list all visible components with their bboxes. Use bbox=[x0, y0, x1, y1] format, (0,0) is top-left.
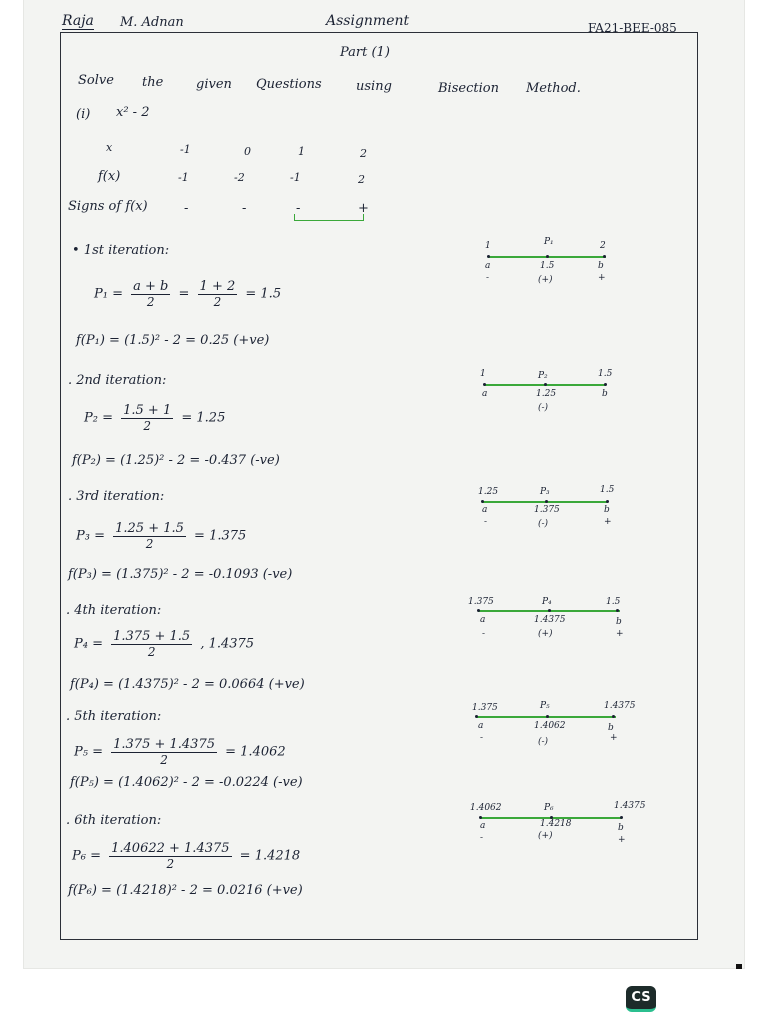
diagram-a-value: 1.375 bbox=[468, 597, 494, 607]
diagram-b-value: 1.4375 bbox=[604, 701, 636, 711]
iteration-heading: . 4th iteration: bbox=[66, 603, 162, 618]
diagram-p-value: 1.5 bbox=[540, 261, 555, 271]
iteration-function-value: f(P₂) = (1.25)² - 2 = -0.437 (-ve) bbox=[72, 453, 280, 468]
diagram-sign-b: + bbox=[604, 517, 612, 527]
diagram-p-label: P₃ bbox=[540, 487, 550, 497]
diagram-sign-p: (-) bbox=[538, 737, 549, 747]
diagram-b-label: b bbox=[616, 617, 622, 627]
diagram-a-value: 1.25 bbox=[478, 487, 499, 497]
diagram-sign-b: + bbox=[616, 629, 624, 639]
diagram-a-label: a bbox=[480, 615, 486, 625]
diagram-b-label: b bbox=[602, 389, 608, 399]
table-sign-label: Signs of f(x) bbox=[68, 199, 148, 214]
intro-word-7: Method. bbox=[526, 81, 581, 96]
diagram-a-label: a bbox=[480, 821, 486, 831]
diagram-b-label: b bbox=[598, 261, 604, 271]
diagram-a-value: 1 bbox=[480, 369, 486, 379]
iteration-heading: . 5th iteration: bbox=[66, 709, 162, 724]
diagram-sign-b: + bbox=[610, 733, 618, 743]
diagram-b-label: b bbox=[608, 723, 614, 733]
endpoint-dot bbox=[475, 715, 478, 718]
iteration-formula: P₅ = $\frac{1.375 + 1.4375}{2}$ = 1.4062 bbox=[74, 737, 286, 767]
intro-word-2: the bbox=[142, 75, 164, 90]
endpoint-dot bbox=[483, 383, 486, 386]
midpoint-dot bbox=[546, 255, 549, 258]
intro-word-1: Solve bbox=[78, 73, 114, 88]
intro-word-4: Questions bbox=[256, 77, 322, 92]
diagram-b-value: 1.4375 bbox=[614, 801, 646, 811]
iteration-formula: P₁ = $\frac{a + b}{2}$ = $\frac{1 + 2}{2}$ = 1.5 bbox=[94, 279, 282, 309]
endpoint-dot bbox=[604, 383, 607, 386]
diagram-sign-a: - bbox=[484, 517, 488, 527]
sign-change-bracket bbox=[294, 214, 364, 221]
diagram-p-label: P₄ bbox=[542, 597, 552, 607]
endpoint-dot bbox=[487, 255, 490, 258]
diagram-sign-p: (+) bbox=[538, 275, 553, 285]
iteration-formula: P₄ = $\frac{1.375 + 1.5}{2}$ , 1.4375 bbox=[74, 629, 255, 659]
table-sign-value: - bbox=[296, 201, 301, 216]
endpoint-dot bbox=[477, 609, 480, 612]
scan-corner-mark bbox=[736, 964, 742, 969]
diagram-b-label: b bbox=[604, 505, 610, 515]
diagram-p-label: P₂ bbox=[538, 371, 548, 381]
diagram-sign-a: - bbox=[482, 629, 486, 639]
iteration-formula: P₂ = $\frac{1.5 + 1}{2}$ = 1.25 bbox=[84, 403, 226, 433]
table-x-value: 1 bbox=[298, 145, 305, 158]
question-label: (i) bbox=[76, 107, 91, 122]
intro-word-6: Bisection bbox=[438, 81, 499, 96]
midpoint-dot bbox=[548, 609, 551, 612]
diagram-a-label: a bbox=[482, 389, 488, 399]
table-x-label: x bbox=[106, 141, 113, 154]
intro-word-3: given bbox=[196, 77, 232, 92]
diagram-p-value: 1.25 bbox=[536, 389, 557, 399]
registration-number: FA21-BEE-085 bbox=[588, 21, 677, 35]
diagram-sign-a: - bbox=[480, 833, 484, 843]
diagram-b-value: 2 bbox=[600, 241, 606, 251]
student-name: Raja bbox=[62, 13, 94, 29]
iteration-heading: . 6th iteration: bbox=[66, 813, 162, 828]
iteration-function-value: f(P₆) = (1.4218)² - 2 = 0.0216 (+ve) bbox=[68, 883, 303, 898]
table-x-value: 0 bbox=[244, 145, 251, 158]
diagram-p-value: 1.4375 bbox=[534, 615, 566, 625]
iteration-function-value: f(P₅) = (1.4062)² - 2 = -0.0224 (-ve) bbox=[70, 775, 303, 790]
intro-word-5: using bbox=[356, 79, 392, 94]
diagram-b-label: b bbox=[618, 823, 624, 833]
diagram-sign-b: + bbox=[618, 835, 626, 845]
diagram-b-value: 1.5 bbox=[598, 369, 613, 379]
endpoint-dot bbox=[620, 816, 623, 819]
diagram-a-value: 1 bbox=[485, 241, 491, 251]
iteration-heading: . 3rd iteration: bbox=[68, 489, 165, 504]
table-f-value: -1 bbox=[178, 171, 189, 184]
diagram-sign-a: - bbox=[480, 733, 484, 743]
diagram-a-label: a bbox=[485, 261, 491, 271]
iteration-function-value: f(P₁) = (1.5)² - 2 = 0.25 (+ve) bbox=[76, 333, 270, 348]
diagram-p-label: P₁ bbox=[544, 237, 554, 247]
diagram-p-value: 1.4218 bbox=[540, 819, 572, 829]
midpoint-dot bbox=[544, 383, 547, 386]
iteration-heading: • 1st iteration: bbox=[72, 243, 170, 258]
table-f-value: -1 bbox=[290, 171, 301, 184]
iteration-function-value: f(P₃) = (1.375)² - 2 = -0.1093 (-ve) bbox=[68, 567, 293, 582]
diagram-p-value: 1.4062 bbox=[534, 721, 566, 731]
diagram-a-label: a bbox=[478, 721, 484, 731]
diagram-a-label: a bbox=[482, 505, 488, 515]
table-x-value: -1 bbox=[180, 143, 191, 156]
diagram-sign-p: (+) bbox=[538, 629, 553, 639]
iteration-formula: P₆ = $\frac{1.40622 + 1.4375}{2}$ = 1.4218 bbox=[72, 841, 301, 871]
endpoint-dot bbox=[481, 500, 484, 503]
table-sign-value: - bbox=[184, 201, 189, 216]
midpoint-dot bbox=[546, 715, 549, 718]
table-f-value: -2 bbox=[234, 171, 245, 184]
iteration-formula: P₃ = $\frac{1.25 + 1.5}{2}$ = 1.375 bbox=[76, 521, 247, 551]
endpoint-dot bbox=[606, 500, 609, 503]
iteration-heading: . 2nd iteration: bbox=[68, 373, 167, 388]
diagram-sign-a: - bbox=[486, 273, 490, 283]
diagram-p-label: P₆ bbox=[544, 803, 554, 813]
student-roll-name: M. Adnan bbox=[120, 15, 184, 30]
diagram-sign-b: + bbox=[598, 273, 606, 283]
endpoint-dot bbox=[616, 609, 619, 612]
endpoint-dot bbox=[603, 255, 606, 258]
table-sign-value: - bbox=[242, 201, 247, 216]
diagram-sign-p: (-) bbox=[538, 519, 549, 529]
diagram-sign-p: (-) bbox=[538, 403, 549, 413]
diagram-sign-p: (+) bbox=[538, 831, 553, 841]
table-f-value: 2 bbox=[358, 173, 365, 186]
table-f-label: f(x) bbox=[98, 169, 121, 184]
diagram-p-value: 1.375 bbox=[534, 505, 560, 515]
diagram-b-value: 1.5 bbox=[606, 597, 621, 607]
endpoint-dot bbox=[479, 816, 482, 819]
diagram-a-value: 1.375 bbox=[472, 703, 498, 713]
endpoint-dot bbox=[612, 715, 615, 718]
part-heading: Part (1) bbox=[340, 45, 390, 60]
diagram-p-label: P₅ bbox=[540, 701, 550, 711]
page-title: Assignment bbox=[326, 13, 410, 29]
camscanner-logo-icon: CS bbox=[626, 986, 656, 1012]
question-expression: x² - 2 bbox=[116, 105, 150, 120]
table-sign-value: + bbox=[358, 201, 369, 216]
diagram-b-value: 1.5 bbox=[600, 485, 615, 495]
midpoint-dot bbox=[545, 500, 548, 503]
diagram-a-value: 1.4062 bbox=[470, 803, 502, 813]
table-x-value: 2 bbox=[360, 147, 367, 160]
iteration-function-value: f(P₄) = (1.4375)² - 2 = 0.0664 (+ve) bbox=[70, 677, 305, 692]
